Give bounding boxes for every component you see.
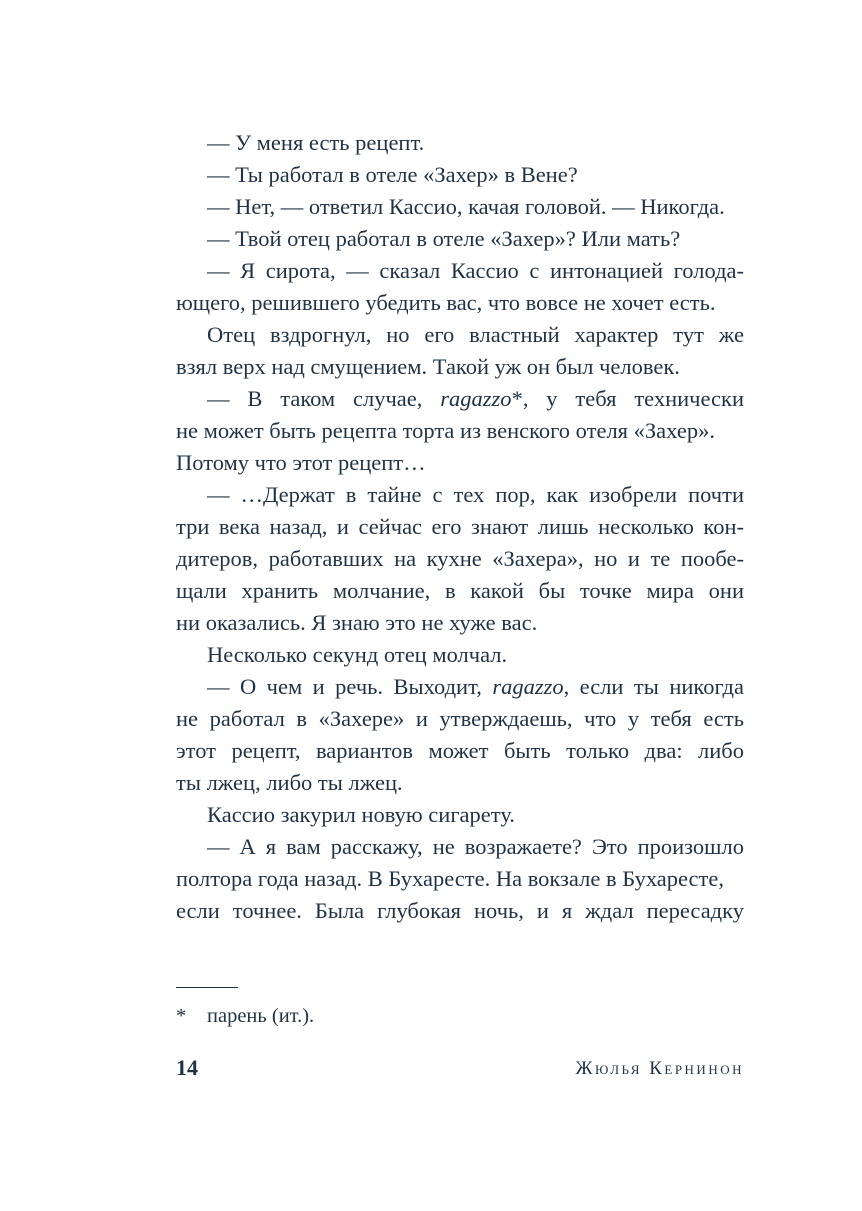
text-line: ты лжец, либо ты лжец.	[176, 770, 403, 795]
text-line: — Я сирота, — сказал Кассио с интонацией голода-	[207, 258, 744, 283]
text-line: — Нет, — ответил Кассио, качая головой. — Никогда.	[207, 194, 725, 219]
text-line: не работал в «Захере» и утверждаешь, что у тебя есть	[176, 706, 744, 731]
text-line: Отец вздрогнул, но его властный характер тут же	[207, 322, 744, 347]
text-line: — Ты работал в отеле «Захер» в Вене?	[207, 162, 578, 187]
text-line: не может быть рецепта торта из венского отеля «Захер».	[176, 418, 715, 443]
text-line: — В таком случае, ragazzo*, у тебя технически	[207, 386, 744, 411]
text-line: Кассио закурил новую сигарету.	[207, 802, 515, 827]
text-line: — Твой отец работал в отеле «Захер»? Или мать?	[207, 226, 681, 251]
italic-word: ragazzo	[492, 674, 564, 699]
text-line: Потому что этот рецепт…	[176, 450, 426, 475]
page-number: 14	[176, 1055, 198, 1080]
text-line: — У меня есть рецепт.	[207, 130, 425, 155]
text-line: Несколько секунд отец молчал.	[207, 642, 508, 667]
text-line: щали хранить молчание, в какой бы точке мира они	[176, 578, 744, 603]
text-line: ющего, решившего убедить вас, что вовсе не хочет есть.	[176, 290, 716, 315]
author-name: Жюлья Кернинон	[575, 1058, 744, 1079]
text-line: ни оказались. Я знаю это не хуже вас.	[176, 610, 538, 635]
text-line: взял верх над смущением. Такой уж он был человек.	[176, 354, 680, 379]
footnote-mark: *	[176, 1005, 187, 1027]
text-line: — …Держат в тайне с тех пор, как изобрели почти	[207, 482, 744, 507]
footnote	[176, 1002, 314, 1030]
text-line: если точнее. Была глубокая ночь, и я ждал пересадку	[176, 898, 744, 923]
footnote-text: парень (ит.).	[207, 1005, 315, 1027]
footnote-divider	[176, 987, 238, 988]
text-line: полтора года назад. В Бухаресте. На вокзале в Бухаресте,	[176, 866, 724, 891]
text-line: — А я вам расскажу, не возражаете? Это произошло	[207, 834, 744, 859]
text-line: — О чем и речь. Выходит, ragazzo, если ты никогда	[207, 674, 744, 699]
body-text	[176, 127, 744, 927]
italic-word: ragazzo	[440, 386, 512, 411]
text-line: этот рецепт, вариантов может быть только два: либо	[176, 738, 744, 763]
text-line: три века назад, и сейчас его знают лишь несколько кон-	[176, 514, 744, 539]
text-line: дитеров, работавших на кухне «Захера», но и те пообе-	[176, 546, 744, 571]
